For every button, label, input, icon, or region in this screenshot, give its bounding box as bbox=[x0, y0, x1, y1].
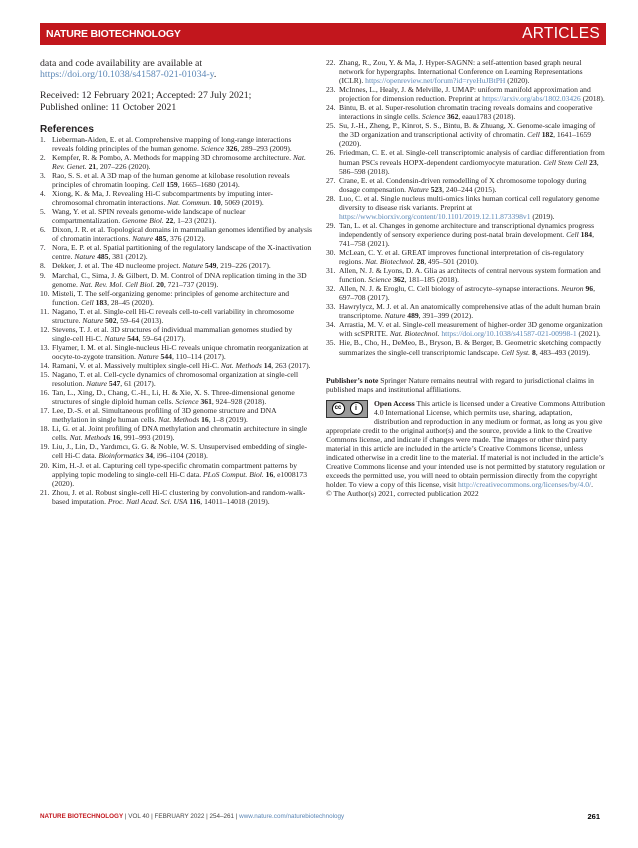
reference-link[interactable]: https://arxiv.org/abs/1802.03426 bbox=[482, 94, 581, 104]
reference-item bbox=[40, 370, 312, 388]
reference-volume: 16 bbox=[201, 415, 209, 425]
reference-journal: Cell bbox=[151, 180, 165, 190]
reference-pages-year: , 219–226 (2017). bbox=[216, 261, 271, 271]
reference-journal: Nat. Methods bbox=[158, 415, 200, 425]
reference-pages-year: , 1641–1659 (2020). bbox=[339, 130, 592, 149]
reference-number: 10. bbox=[40, 288, 50, 298]
reference-text: Flyamer, I. M. et al. Single-nucleus Hi-C reveals unique chromatin reorganization at oocyte-to-zygote transition. bbox=[52, 342, 309, 361]
reference-number: 18. bbox=[40, 424, 50, 434]
reference-volume: 14 bbox=[263, 360, 272, 370]
reference-number: 8. bbox=[40, 261, 46, 271]
creative-commons-by-icon[interactable] bbox=[326, 400, 368, 418]
reference-number: 21. bbox=[40, 487, 50, 497]
reference-volume: 502 bbox=[105, 315, 117, 325]
reference-number: 7. bbox=[40, 243, 46, 253]
page-footer bbox=[40, 812, 606, 821]
reference-pages-year: , 14011–14018 (2019). bbox=[200, 496, 270, 506]
reference-number: 20. bbox=[40, 460, 50, 470]
reference-number: 13. bbox=[40, 342, 50, 352]
reference-journal: Nature bbox=[82, 315, 104, 325]
reference-item bbox=[40, 153, 312, 171]
open-access-label: Open Access bbox=[374, 398, 415, 408]
reference-journal: Cell bbox=[527, 130, 540, 140]
footer-url[interactable]: www.nature.com/naturebiotechnology bbox=[239, 813, 345, 820]
reference-volume: 362 bbox=[393, 275, 405, 285]
reference-text: Li, G. et al. Joint profiling of DNA methylation and chromatin architecture in single cells. bbox=[52, 424, 308, 443]
reference-number: 15. bbox=[40, 370, 50, 380]
reference-pages-year: , 391–399 (2012). bbox=[418, 311, 474, 321]
reference-volume: 96 bbox=[585, 284, 594, 294]
reference-journal: Cell Syst. bbox=[501, 347, 531, 357]
reference-item bbox=[40, 325, 312, 343]
reference-journal: Science bbox=[421, 112, 446, 122]
reference-text: Tan, L., Xing, D., Chang, C.-H., Li, H. & Xie, X. S. Three-dimensional genome structures of single diploid human cells. bbox=[52, 388, 295, 407]
reference-volume: 362 bbox=[446, 112, 459, 122]
reference-volume: 523 bbox=[430, 184, 443, 194]
publishers-note bbox=[326, 376, 606, 394]
reference-item bbox=[40, 135, 312, 153]
reference-volume: 485 bbox=[154, 234, 167, 244]
reference-text: Luo, C. et al. Single nucleus multi-omics links human cortical cell regulatory genome diversity to disease risk variants. Preprint at bbox=[339, 193, 600, 212]
reference-pages-year: (2018). bbox=[580, 94, 605, 104]
reference-number: 5. bbox=[40, 207, 46, 217]
reference-item bbox=[40, 243, 312, 261]
open-access-statement bbox=[326, 399, 606, 489]
reference-journal: Nature bbox=[132, 234, 153, 244]
reference-number: 22. bbox=[326, 58, 336, 67]
reference-journal: Nat. Methods bbox=[220, 360, 262, 370]
reference-journal: Nat. Biotechnol. bbox=[365, 257, 415, 267]
reference-pages-year: , 263 (2017). bbox=[271, 360, 311, 370]
reference-volume: 159 bbox=[166, 180, 178, 190]
reference-number: 30. bbox=[326, 247, 336, 257]
journal-banner bbox=[40, 23, 606, 45]
reference-text: Nora, E. P. et al. Spatial partitioning of the regulatory landscape of the X-inactivation centre. bbox=[52, 243, 312, 262]
reference-number: 25. bbox=[326, 121, 336, 131]
reference-volume: 34 bbox=[145, 451, 154, 461]
reference-number: 3. bbox=[40, 171, 46, 180]
reference-text: Zhou, J. et al. Robust single-cell Hi-C clustering by convolution-and random-walk-based imputation. bbox=[52, 487, 306, 506]
reference-number: 1. bbox=[40, 134, 46, 144]
reference-text: Zhang, R., Zou, Y. & Ma, J. Hyper-SAGNN: a self-attention based graph neural network for hypergraphs. International Conference on Learning Representations (ICLR). bbox=[339, 58, 583, 86]
copyright-notice: © The Author(s) 2021, corrected publication 2022 bbox=[326, 489, 479, 499]
references-heading: References bbox=[40, 123, 94, 135]
reference-text: Tan, L. et al. Changes in genome architecture and transcriptional dynamics progress independently of sensory experience during post-natal brain development. bbox=[339, 220, 595, 239]
reference-volume: 182 bbox=[541, 130, 554, 140]
reference-item bbox=[40, 488, 312, 506]
reference-text: Allen, N. J. & Eroglu, C. Cell biology of astrocyte–synapse interactions. bbox=[339, 284, 562, 294]
reference-volume: 23 bbox=[589, 157, 597, 167]
footer-citation bbox=[40, 813, 344, 820]
reference-volume: 361 bbox=[200, 397, 212, 407]
punctuation: . bbox=[591, 480, 594, 490]
reference-number: 23. bbox=[326, 85, 336, 95]
reference-number: 4. bbox=[40, 189, 46, 199]
reference-pages-year: , 1–23 (2021). bbox=[173, 216, 217, 226]
reference-journal: Nat. Methods bbox=[69, 433, 111, 443]
reference-pages-year: , eaau1783 (2018). bbox=[458, 112, 516, 122]
reference-text: Nagano, T. et al. Single-cell Hi-C reveals cell-to-cell variability in chromosome structure. bbox=[52, 306, 295, 325]
reference-link[interactable]: https://openreview.net/forum?id=ryeHuJBtPH bbox=[365, 76, 506, 86]
reference-item bbox=[326, 221, 606, 248]
reference-text: Lieberman-Aiden, E. et al. Comprehensive mapping of long-range interactions reveals folding principles of the human genome. bbox=[52, 134, 292, 153]
reference-number: 28. bbox=[326, 193, 336, 203]
reference-pages-year: , 741–758 (2021). bbox=[339, 229, 594, 248]
reference-pages-year: , 697–708 (2017). bbox=[339, 284, 595, 303]
reference-item bbox=[40, 207, 312, 225]
reference-text: Misteli, T. The self-organizing genome: principles of genome architecture and function. bbox=[52, 288, 290, 307]
reference-pages-year: , 59–64 (2013). bbox=[116, 315, 164, 325]
reference-volume: 485 bbox=[97, 252, 109, 262]
open-access-text: This article is licensed under a Creative Commons Attribution 4.0 International License, which permits use, sharing, adaptation, distribution and reproduction in any medium or format, as long as you give appropriate credit to the original author(s) and the source, provide a link to the Creative Commons license, and indicate if changes were made. The images or other third party material in this article are included in the article’s Creative Commons license, unless indicated otherwise in a credit line to the material. If material is not included in the article’s Creative Commons license and your intended use is not permitted by statutory regulation or exceeds the permitted use, you will need to obtain permission directly from the copyright holder. To view a copy of this license, visit bbox=[326, 398, 606, 490]
reference-item bbox=[40, 261, 312, 270]
punctuation: . bbox=[213, 69, 217, 81]
reference-pages-year: , 5069 (2019). bbox=[220, 198, 264, 208]
publishers-note-label: Publisher’s note bbox=[326, 375, 379, 385]
reference-volume: 544 bbox=[160, 351, 172, 361]
reference-journal: Science bbox=[368, 275, 392, 285]
reference-text: Bintu, B. et al. Super-resolution chromatin tracing reveals domains and cooperative interactions in single cells. bbox=[339, 103, 593, 122]
reference-journal: Nature bbox=[384, 311, 406, 321]
license-link[interactable]: http://creativecommons.org/licenses/by/4.0/ bbox=[458, 480, 592, 490]
reference-pages-year: , 376 (2012). bbox=[166, 234, 206, 244]
reference-volume: 489 bbox=[407, 311, 419, 321]
reference-number: 17. bbox=[40, 406, 50, 416]
reference-item bbox=[326, 121, 606, 148]
reference-text: Liu, J., Lin, D., Yardımcı, G. G. & Noble, W. S. Unsupervised embedding of single-cell Hi-C data. bbox=[52, 442, 308, 461]
reference-volume: 544 bbox=[127, 333, 139, 343]
availability-text: data and code availability are available at bbox=[40, 58, 203, 69]
reference-item bbox=[326, 103, 606, 121]
reference-item bbox=[40, 406, 312, 424]
availability-statement bbox=[40, 58, 312, 80]
reference-number: 6. bbox=[40, 225, 46, 235]
reference-pages-year: , 240–244 (2015). bbox=[442, 184, 497, 194]
reference-text: Wang, Y. et al. SPIN reveals genome-wide landscape of nuclear compartmentalization. bbox=[52, 207, 246, 226]
reference-number: 14. bbox=[40, 360, 50, 370]
reference-journal: Nature bbox=[182, 261, 204, 271]
reference-journal: PLoS Comput. Biol. bbox=[203, 469, 264, 479]
reference-text: Ramani, V. et al. Massively multiplex single-cell Hi-C. bbox=[52, 360, 221, 370]
footer-journal: NATURE BIOTECHNOLOGY bbox=[40, 813, 124, 820]
reference-volume: 8 bbox=[531, 347, 536, 357]
reference-pages-year: , 207–226 (2020). bbox=[96, 161, 151, 171]
reference-pages-year: , 495–501 (2010). bbox=[424, 257, 479, 267]
reference-item bbox=[40, 225, 312, 243]
reference-item bbox=[40, 289, 312, 307]
attribution-icon: i bbox=[350, 402, 363, 415]
reference-link[interactable]: https://doi.org/10.1038/s41587-021-00998-1 bbox=[441, 329, 577, 339]
reference-volume: 547 bbox=[108, 379, 121, 389]
reference-journal: Nat. Rev. Mol. Cell Biol. bbox=[79, 279, 155, 289]
received-accepted: Received: 12 February 2021; Accepted: 27 July 2021; bbox=[40, 90, 252, 102]
reference-pages-year: , 181–185 (2018). bbox=[404, 275, 460, 285]
reference-journal: Cell Stem Cell bbox=[543, 157, 588, 167]
reference-item bbox=[40, 424, 312, 442]
left-column bbox=[40, 58, 312, 506]
reference-item bbox=[326, 85, 606, 103]
reference-text: Friedman, C. E. et al. Single-cell transcriptomic analysis of cardiac differentiation from human PSCs reveals HOPX-dependent cardiomyocyte maturation. bbox=[339, 148, 605, 167]
reference-item bbox=[326, 338, 606, 356]
reference-number: 11. bbox=[40, 306, 50, 316]
reference-journal: Cell bbox=[81, 297, 94, 307]
reference-pages-year: (2019). bbox=[530, 211, 555, 221]
cc-icon: cc bbox=[332, 402, 345, 415]
reference-text: Marchal, C., Sima, J. & Gilbert, D. M. Control of DNA replication timing in the 3D genome. bbox=[52, 270, 307, 289]
reference-volume: 21 bbox=[88, 161, 97, 171]
reference-item bbox=[326, 266, 606, 284]
reference-item bbox=[40, 442, 312, 460]
reference-volume: 16 bbox=[265, 469, 274, 479]
reference-volume: 16 bbox=[112, 433, 121, 443]
reference-pages-year: , 59–64 (2017). bbox=[138, 333, 186, 343]
reference-text: Dixon, J. R. et al. Topological domains in mammalian genomes identified by analysis of chromatin interactions. bbox=[52, 225, 313, 244]
reference-item bbox=[326, 302, 606, 320]
reference-journal: Nat. Commun. bbox=[167, 198, 212, 208]
reference-item bbox=[40, 189, 312, 207]
reference-number: 19. bbox=[40, 442, 50, 452]
right-column bbox=[326, 58, 606, 498]
journal-name: NATURE BIOTECHNOLOGY bbox=[46, 28, 181, 40]
reference-number: 12. bbox=[40, 324, 50, 334]
reference-journal: Nat. Rev. Genet. bbox=[52, 152, 306, 171]
reference-pages-year: , e1008173 (2020). bbox=[52, 469, 308, 488]
reference-journal: Bioinformatics bbox=[98, 451, 144, 461]
reference-pages-year: , 1–8 (2019). bbox=[208, 415, 248, 425]
reference-text: Arrastia, M. V. et al. Single-cell measurement of higher-order 3D genome organization with scSPRITE. bbox=[339, 320, 603, 339]
availability-link[interactable]: https://doi.org/10.1038/s41587-021-01034-y bbox=[40, 69, 214, 81]
reference-journal: Cell bbox=[566, 229, 579, 239]
reference-text: Su, J.-H., Zheng, P., Kinrot, S. S., Bintu, B. & Zhuang, X. Genome-scale imaging of the 3D organization and transcriptional activity of chromatin. bbox=[339, 121, 596, 140]
reference-text: Allen, N. J. & Lyons, D. A. Glia as architects of central nervous system formation and function. bbox=[339, 266, 601, 285]
reference-number: 27. bbox=[326, 175, 336, 185]
reference-text: Dekker, J. et al. The 4D nucleome project. bbox=[52, 261, 183, 271]
reference-item bbox=[40, 461, 312, 488]
reference-item bbox=[326, 248, 606, 266]
reference-volume: 28 bbox=[416, 257, 425, 267]
reference-number: 16. bbox=[40, 388, 50, 398]
reference-volume: 116 bbox=[189, 496, 201, 506]
reference-text: Nagano, T. et al. Cell-cycle dynamics of chromosomal organization at single-cell resolution. bbox=[52, 370, 299, 389]
reference-volume: 184 bbox=[580, 229, 593, 239]
article-dates bbox=[40, 90, 312, 112]
reference-number: 24. bbox=[326, 103, 336, 113]
reference-item bbox=[40, 271, 312, 289]
reference-item bbox=[326, 284, 606, 302]
reference-number: 9. bbox=[40, 270, 46, 280]
reference-journal: Nature bbox=[407, 184, 429, 194]
reference-item bbox=[40, 307, 312, 325]
reference-pages-year: (2021). bbox=[576, 329, 601, 339]
reference-journal: Nature bbox=[137, 351, 159, 361]
reference-pages-year: , 721–737 (2019). bbox=[163, 279, 219, 289]
reference-text: Xiong, K. & Ma, J. Revealing Hi-C subcompartments by imputing inter-chromosomal chromatin interactions. bbox=[52, 189, 273, 208]
reference-journal: Science bbox=[175, 397, 199, 407]
reference-pages-year: , 991–993 (2019). bbox=[120, 433, 175, 443]
reference-journal: Science bbox=[200, 143, 225, 153]
reference-number: 2. bbox=[40, 152, 46, 162]
reference-text: Lee, D.-S. et al. Simultaneous profiling of 3D genome structure and DNA methylation in single human cells. bbox=[52, 406, 277, 425]
publishers-note-text: Springer Nature remains neutral with regard to jurisdictional claims in published maps and institutional affiliations. bbox=[326, 375, 594, 394]
reference-number: 32. bbox=[326, 284, 336, 294]
reference-number: 26. bbox=[326, 148, 336, 158]
reference-text: Stevens, T. J. et al. 3D structures of individual mammalian genomes studied by single-cell Hi-C. bbox=[52, 324, 293, 343]
reference-journal: Proc. Natl Acad. Sci. USA bbox=[107, 496, 188, 506]
reference-volume: 20 bbox=[156, 279, 164, 289]
reference-journal: Nature bbox=[86, 379, 107, 389]
reference-pages-year: , 483–493 (2019). bbox=[535, 347, 591, 357]
reference-volume: 22 bbox=[165, 216, 174, 226]
reference-volume: 10 bbox=[213, 198, 221, 208]
reference-journal: Genome Biol. bbox=[122, 216, 164, 226]
reference-item bbox=[326, 194, 606, 221]
reference-pages-year: , 61 (2017). bbox=[120, 379, 156, 389]
reference-pages-year: (2020). bbox=[505, 76, 530, 86]
reference-item bbox=[40, 388, 312, 406]
reference-journal: Nat. Biotechnol. bbox=[389, 329, 440, 339]
reference-pages-year: , 289–293 (2009). bbox=[237, 143, 292, 153]
reference-number: 35. bbox=[326, 338, 336, 348]
reference-pages-year: , i96–i104 (2018). bbox=[153, 451, 208, 461]
reference-item bbox=[326, 58, 606, 85]
reference-journal: Neuron bbox=[561, 284, 584, 294]
reference-item bbox=[326, 148, 606, 175]
reference-text: Kempfer, R. & Pombo, A. Methods for mapping 3D chromosome architecture. bbox=[52, 152, 293, 162]
reference-text: McLean, C. Y. et al. GREAT improves functional interpretation of cis-regulatory regions. bbox=[339, 247, 584, 267]
reference-text: Rao, S. S. et al. A 3D map of the human genome at kilobase resolution reveals principles of chromatin looping. bbox=[52, 171, 290, 190]
reference-item bbox=[326, 320, 606, 338]
reference-list-right bbox=[326, 58, 606, 357]
reference-text: McInnes, L., Healy, J. & Melville, J. UMAP: uniform manifold approximation and projection for dimension reduction. Preprint at bbox=[339, 85, 591, 104]
reference-number: 34. bbox=[326, 320, 336, 330]
reference-item bbox=[40, 171, 312, 189]
page-number: 261 bbox=[587, 812, 600, 821]
reference-item bbox=[40, 361, 312, 370]
reference-number: 29. bbox=[326, 220, 336, 230]
reference-item bbox=[326, 176, 606, 194]
reference-pages-year: , 381 (2012). bbox=[108, 252, 148, 262]
reference-pages-year: , 586–598 (2018). bbox=[339, 157, 599, 176]
reference-text: Hie, B., Cho, H., DeMeo, B., Bryson, B. & Berger, B. Geometric sketching compactly summarizes the single-cell transcriptomic landscape. bbox=[339, 338, 602, 357]
reference-volume: 183 bbox=[95, 297, 108, 307]
reference-pages-year: , 924–928 (2018). bbox=[211, 397, 267, 407]
reference-text: Kim, H.-J. et al. Capturing cell type-specific chromatin compartment patterns by applying topic modeling to single-cell Hi-C data. bbox=[52, 460, 298, 479]
reference-link[interactable]: https://www.biorxiv.org/content/10.1101/2019.12.11.873398v1 bbox=[339, 211, 531, 221]
section-label: ARTICLES bbox=[522, 25, 600, 42]
reference-number: 33. bbox=[326, 302, 336, 312]
reference-item bbox=[40, 343, 312, 361]
reference-journal: Nature bbox=[74, 252, 96, 262]
reference-volume: 549 bbox=[205, 261, 217, 271]
reference-pages-year: , 110–114 (2017). bbox=[171, 351, 226, 361]
reference-volume: 326 bbox=[225, 143, 238, 153]
reference-pages-year: , 1665–1680 (2014). bbox=[177, 180, 240, 190]
reference-text: Crane, E. et al. Condensin-driven remodelling of X chromosome topology during dosage compensation. bbox=[339, 175, 587, 194]
reference-number: 31. bbox=[326, 266, 336, 276]
reference-pages-year: , 28–45 (2020). bbox=[107, 297, 154, 307]
reference-text: Hawrylycz, M. J. et al. An anatomically comprehensive atlas of the adult human brain transcriptome. bbox=[339, 302, 601, 321]
reference-list-left bbox=[40, 135, 312, 506]
reference-journal: Nature bbox=[104, 333, 126, 343]
footer-meta: | VOL 40 | FEBRUARY 2022 | 254–261 | bbox=[123, 813, 240, 820]
published-online: Published online: 11 October 2021 bbox=[40, 101, 177, 113]
